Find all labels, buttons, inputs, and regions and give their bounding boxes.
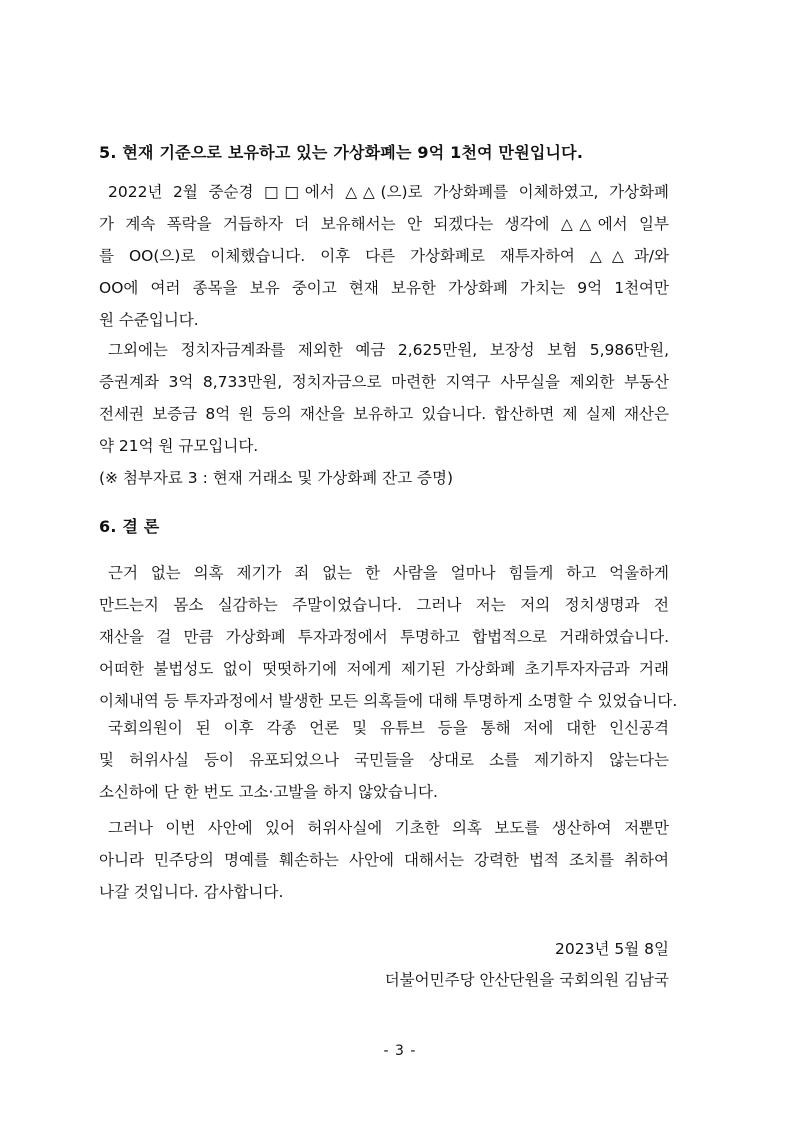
attachment-note: (※ 첨부자료 3 : 현재 거래소 및 가상화폐 잔고 증명) [99,469,454,487]
paragraph-line: 만드는지 몸소 실감하는 주말이었습니다. 그러나 저는 저의 정치생명과 전 [99,596,669,614]
paragraph-line: OO에 여러 종목을 보유 중이고 현재 보유한 가상화폐 가치는 9억 1천여만 [99,279,669,297]
paragraph-line: 및 허위사실 등이 유포되었으나 국민들을 상대로 소를 제기하지 않는다는 [99,751,669,769]
page-number: - 3 - [383,1043,417,1059]
paragraph-line: 소신하에 단 한 번도 고소·고발을 하지 않았습니다. [99,783,438,801]
section-6-paragraph-1 [99,557,678,717]
section-5-paragraph-2 [99,334,669,494]
paragraph-line: 국회의원이 된 이후 각종 언론 및 유튜브 등을 통해 저에 대한 인신공격 [108,719,669,737]
paragraph-line: 전세권 보증금 8억 원 등의 재산을 보유하고 있습니다. 합산하면 제 실제 재산은 [99,405,669,423]
paragraph-line: 그러나 이번 사안에 있어 허위사실에 기초한 의혹 보도를 생산하여 저뿐만 [108,819,669,837]
paragraph-line: 2022년 2월 중순경 □□에서 △△(으)로 가상화폐를 이체하였고, 가상화폐 [108,183,669,201]
paragraph-line: 어떠한 불법성도 없이 떳떳하기에 저에게 제기된 가상화폐 초기투자자금과 거래 [99,660,669,678]
closing-date: 2023년 5월 8일 [555,940,669,958]
section-6-paragraph-3 [99,812,669,908]
paragraph-line: 약 21억 원 규모입니다. [99,437,259,455]
paragraph-line: 이체내역 등 투자과정에서 발생한 모든 의혹들에 대해 투명하게 소명할 수 있었습니다. [99,692,678,710]
paragraph-line: 근거 없는 의혹 제기가 죄 없는 한 사람을 얼마나 힘들게 하고 억울하게 [108,564,669,582]
paragraph-line: 증권계좌 3억 8,733만원, 정치자금으로 마련한 지역구 사무실을 제외한 부동산 [99,373,669,391]
paragraph-line: 재산을 걸 만큼 가상화폐 투자과정에서 투명하고 합법적으로 거래하였습니다. [99,628,669,646]
section-6-heading: 6. 결 론 [99,517,160,536]
closing-signature: 더불어민주당 안산단원을 국회의원 김남국 [384,971,669,989]
paragraph-line: 가 계속 폭락을 거듭하자 더 보유해서는 안 되겠다는 생각에 △△에서 일부 [99,215,669,233]
paragraph-line: 나갈 것입니다. 감사합니다. [99,883,284,901]
section-5-paragraph-1 [99,176,669,336]
section-5-heading: 5. 현재 기준으로 보유하고 있는 가상화폐는 9억 1천여 만원입니다. [99,143,584,162]
paragraph-line: 원 수준입니다. [99,311,199,329]
section-6-paragraph-2 [99,712,669,808]
paragraph-line: 를 OO(으)로 이체했습니다. 이후 다른 가상화폐로 재투자하여 △△과/와 [99,247,669,265]
paragraph-line: 그외에는 정치자금계좌를 제외한 예금 2,625만원, 보장성 보험 5,986만원, [108,341,669,359]
paragraph-line: 아니라 민주당의 명예를 훼손하는 사안에 대해서는 강력한 법적 조치를 취하여 [99,851,669,869]
